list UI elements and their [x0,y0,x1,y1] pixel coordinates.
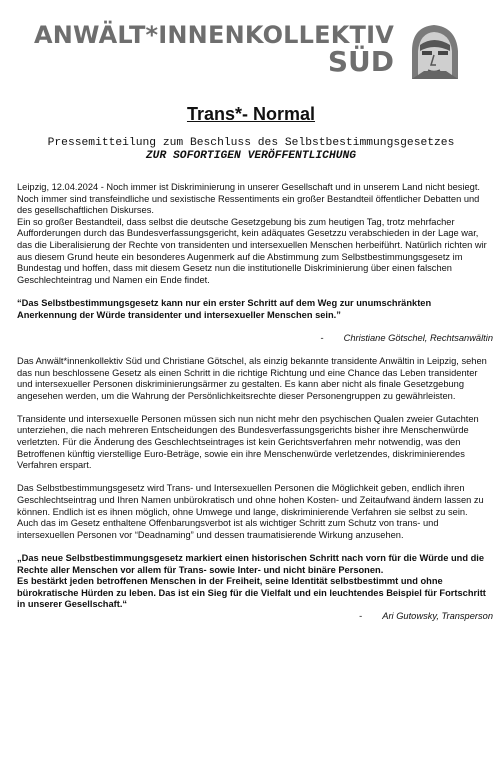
subtitle-line-2: ZUR SOFORTIGEN VERÖFFENTLICHUNG [145,150,357,162]
quote-goetschel: “Das Selbstbestimmungsgesetz kann nur ein erster Schritt auf dem Weg zur unumschränkten Anerkennung der Würde transidenter und intersexueller Menschen sein.” [17,297,432,320]
subtitle-line-1: Pressemitteilung zum Beschluss des Selbstbestimmungsgesetzes [47,137,455,149]
attribution-dash: - [359,610,363,621]
attribution-goetschel [17,333,493,345]
paragraph-kollektiv: Das Anwält*innenkollektiv Süd und Christiane Götschel, als einzig bekannte transidente Anwältin in Leipzig, sehen das nun beschlossene Gesetz als einen Schritt in die richtige Richtung und eine Chance das Leben transidenter und intersexueller Personen diskriminierungsärmer zu gestalten. Es kann aber nicht als finale Gesetzgebung angesehen werden, um die Wahrung der Persönlichkeitsrechte dieser Personengruppen zu gewährleisten. [17,355,487,401]
page-title: Trans*- Normal [186,104,316,124]
paragraph-intro: Leipzig, 12.04.2024 - Noch immer ist Diskriminierung in unserer Gesellschaft und in unserem Land nicht besiegt. Noch immer sind transfeindliche und sexistische Ressentiments ein großer Bestandteil öffentlicher Debatten und des gesellschaftlichen Diskurses. [17,182,481,216]
attribution-dash: - [320,332,324,343]
attribution-name: Christiane Götschel, Rechtsanwältin [343,332,493,343]
paragraph-legislation: Ein so großer Bestandteil, dass selbst die deutsche Gesetzgebung bis zum heutigen Tag, trotz mehrfacher Aufforderungen durch das Bundesverfassungsgericht, kein adäquates Gesetzzu verabschieden in der Lage war, das die Liberalisierung der Rechte von transidenten und intersexuellen Menschen herbeiführt. Natürlich richten wir aus diesem Grund heute ein besonderes Augenmerk auf die Abstimmung zum Selbstbestimmungsgesetz im Bundestag und hoffen, dass mit diesem Gesetz nun die institutionelle Diskriminierung über einen falschen Geschlechteintrag und Namen ein Ende findet. [17,216,487,285]
quote-gutowsky-part-1: „Das neue Selbstbestimmungsgesetz markiert einen historischen Schritt nach vorn für die Würde und die Rechte aller Menschen vor allem für Trans- sowie Inter- und nicht binäre Personen. [17,553,485,575]
quote-gutowsky-part-2: Es bestärkt jeden betroffenen Menschen in der Freiheit, seine Identität selbstbestimmt und ohne bürokratische Hürden zu leben. Das ist ein Sieg für die Vielfalt und ein leuchtendes Beispiel für Fortschritt in unserer Gesellschaft.“ [17,576,486,610]
paragraph-selbstbestimmung: Das Selbstbestimmungsgesetz wird Trans- und Intersexuellen Personen die Möglichkeit geben, endlich ihren Geschlechtseintrag und Ihren Namen unbürokratisch und ohne hohen Kosten- und Zeitaufwand ändern lassen zu können. Endlich ist es ihnen möglich, ohne Umwege und lange, diskriminierende Verfahren sie selbst zu sein. [17,483,484,517]
logo-text-main: ANWÄLT*INNENKOLLEKTIV [34,21,395,49]
press-release-body [17,182,493,634]
logo-text-sued: SÜD [327,45,394,78]
face-portrait-icon [398,21,464,79]
header [34,21,464,79]
attribution-name: Ari Gutowsky, Transperson [382,610,493,621]
attribution-gutowsky [17,611,493,623]
subtitle [0,137,502,163]
paragraph-gutachten: Transidente und intersexuelle Personen müssen sich nun nicht mehr den psychischen Qualen zweier Gutachten unterziehen, die nach mehreren Entscheidungen des Bundesverfassungsgerichts bisher ihre Menschenwürde verletzten. Für die Änderung des Geschlechtseintrages ist kein Gerichtsverfahren mehr notwendig, was den Betroffenen künftig vierstellige Euro-Beträge, sowie ein ihre Menschenwürde verletzendes, diskriminierendes Verfahren erspart. [17,413,479,471]
paragraph-offenbarungsverbot: Auch das im Gesetz enthaltene Offenbarungsverbot ist als wichtiger Schritt zum Schutz von trans- und intersexuellen Personen vor “Deadnaming” und dessen traumatisierende Wirkung anzusehen. [17,518,439,540]
